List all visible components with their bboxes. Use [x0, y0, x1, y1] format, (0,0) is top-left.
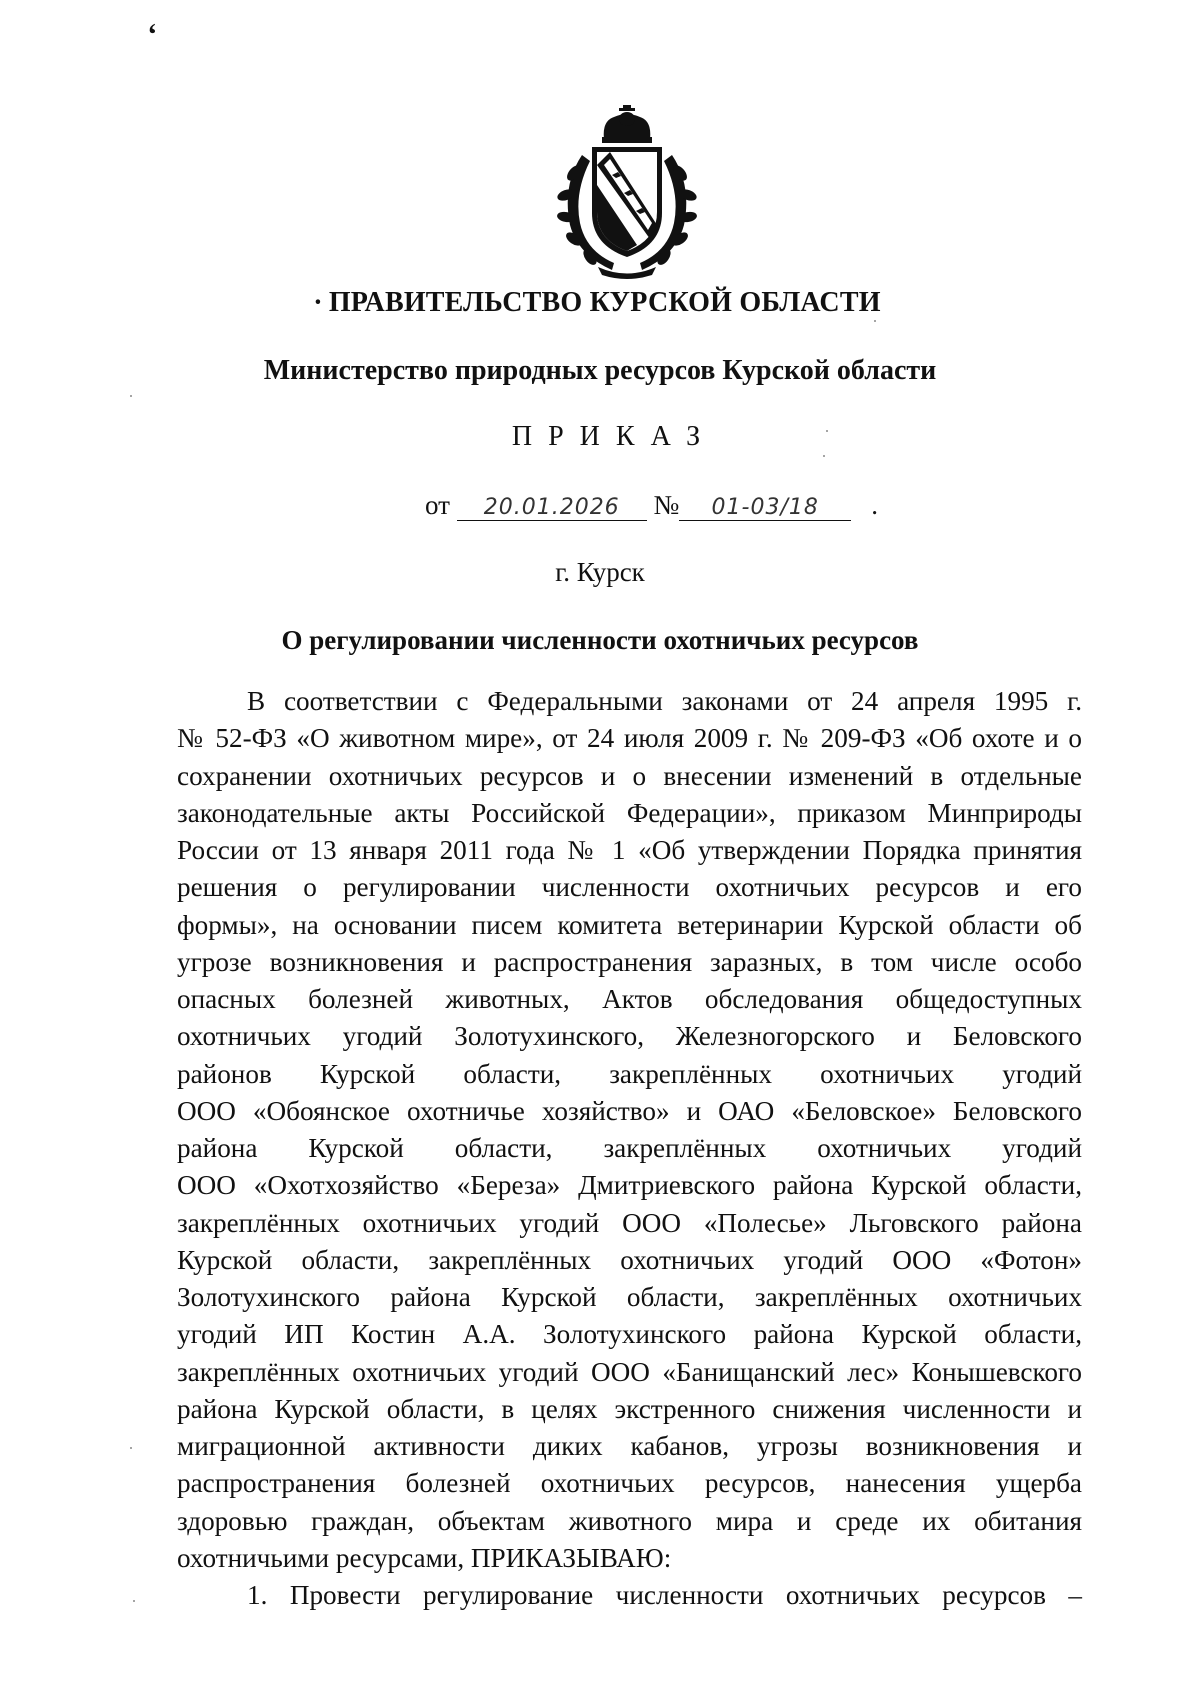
body-line: России от 13 января 2011 года № 1 «Об утверждении Порядка принятия: [177, 835, 1082, 865]
handwritten-date: 20.01.2026: [457, 495, 647, 521]
number-prefix: №: [653, 490, 680, 520]
body-line: ООО «Обоянское охотничье хозяйство» и ОАО «Беловское» Беловского: [177, 1095, 1082, 1126]
order-subject: О регулировании численности охотничьих ресурсов: [281, 625, 919, 655]
order-body: [177, 683, 1082, 1614]
body-line: решения о регулировании численности охотничьих ресурсов и его: [177, 872, 1082, 903]
handwritten-order-number: 01-03/18: [679, 495, 851, 521]
body-line: законодательные акты Российской Федерации», приказом Минприроды: [177, 797, 1082, 828]
city-label: г. Курск: [555, 557, 645, 587]
kursk-coat-of-arms-icon: [552, 105, 702, 280]
body-line: здоровью граждан, объектам животного мира и среде их обитания: [177, 1505, 1082, 1536]
government-title: · ПРАВИТЕЛЬСТВО КУРСКОЙ ОБЛАСТИ: [313, 287, 881, 318]
body-line: № 52-ФЗ «О животном мире», от 24 июля 2009 г. № 209-ФЗ «Об охоте и о: [177, 723, 1082, 754]
body-line: района Курской области, в целях экстренного снижения численности и: [177, 1393, 1082, 1424]
body-line: района Курской области, закреплённых охотничьих угодий: [177, 1133, 1082, 1163]
body-line: угодий ИП Костин А.А. Золотухинского района Курской области,: [177, 1319, 1082, 1350]
body-line: ООО «Охотхозяйство «Береза» Дмитриевского района Курской области,: [177, 1170, 1082, 1201]
body-line: распространения болезней охотничьих ресурсов, нанесения ущерба: [177, 1468, 1082, 1499]
body-line: закреплённых охотничьих угодий ООО «Банищанский лес» Конышевского: [177, 1356, 1082, 1387]
body-line: Золотухинского района Курской области, закреплённых охотничьих: [177, 1282, 1082, 1312]
body-line: Курской области, закреплённых охотничьих угодий ООО «Фотон»: [177, 1244, 1082, 1275]
body-line: охотничьих угодий Золотухинского, Железногорского и Беловского: [177, 1021, 1082, 1052]
document-type: ПРИКАЗ: [511, 421, 717, 452]
body-line: угрозе возникновения и распространения заразных, в том числе особо: [177, 946, 1082, 977]
body-line: сохранении охотничьих ресурсов и о внесении изменений в отдельные: [177, 760, 1082, 791]
body-line: районов Курской области, закреплённых охотничьих угодий: [177, 1058, 1082, 1089]
body-line: миграционной активности диких кабанов, угрозы возникновения и: [177, 1431, 1082, 1461]
ministry-title: Министерство природных ресурсов Курской области: [263, 355, 937, 386]
body-line: 1. Провести регулирование численности охотничьих ресурсов –: [247, 1580, 1082, 1610]
trailing-dot: .: [871, 490, 878, 520]
body-line: формы», на основании писем комитета ветеринарии Курской области об: [177, 909, 1082, 940]
body-line: опасных болезней животных, Актов обследования общедоступных: [177, 984, 1082, 1014]
body-line: закреплённых охотничьих угодий ООО «Полесье» Льговского района: [177, 1207, 1082, 1238]
government-title-text: ПРАВИТЕЛЬСТВО КУРСКОЙ ОБЛАСТИ: [328, 287, 881, 318]
date-prefix: от: [425, 490, 450, 520]
body-line: В соответствии с Федеральными законами от 24 апреля 1995 г.: [247, 686, 1082, 716]
order-date-number-line: [425, 490, 878, 521]
body-line: охотничьими ресурсами, ПРИКАЗЫВАЮ:: [177, 1542, 672, 1573]
scan-artifact-mark: ʻ: [145, 17, 161, 52]
